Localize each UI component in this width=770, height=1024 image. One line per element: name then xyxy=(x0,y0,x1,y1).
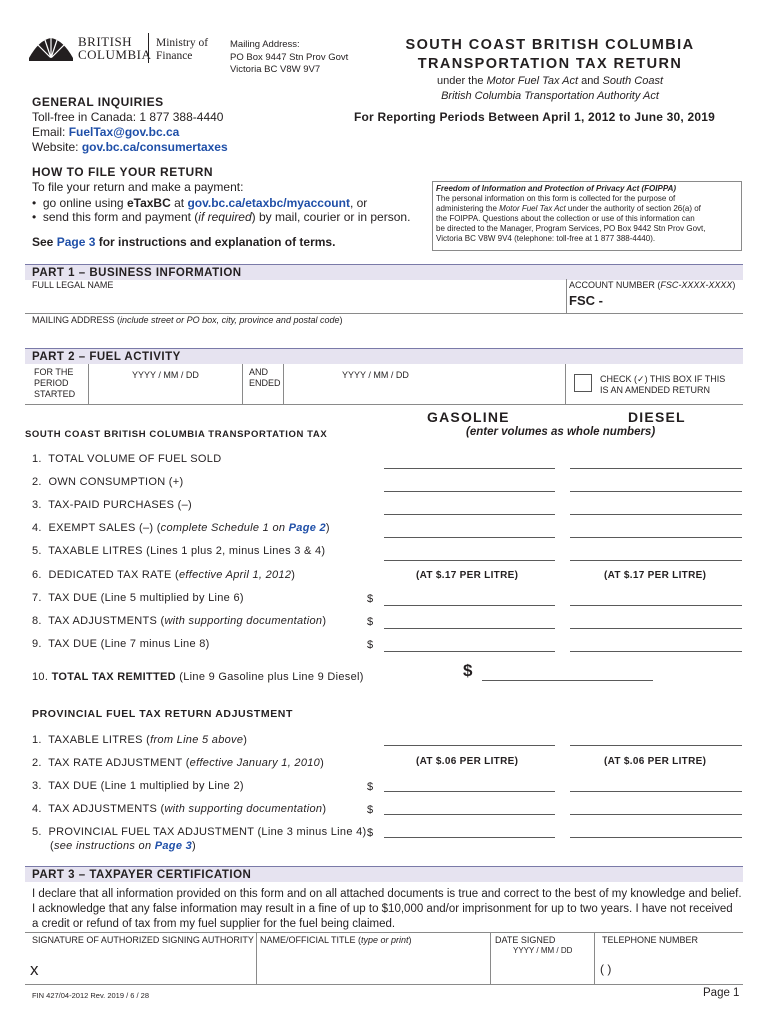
how-to-bullet-mail: • send this form and payment (if required) by mail, courier or in person. xyxy=(32,210,411,224)
part2-heading: PART 2 – FUEL ACTIVITY xyxy=(25,348,743,364)
org-name-line2: COLUMBIA xyxy=(78,47,152,62)
legal-name-field[interactable] xyxy=(25,279,565,313)
foippa-notice: Freedom of Information and Protection of Privacy Act (FOIPPA) The personal information on this form is collected for the purpose of administering the Motor Fuel Tax Act under the authority of section 26(a) of the FOIPPA. Questions about the collection or use of this information can be directed to the Manager, Program Services, PO Box 9442 Stn Prov Govt, Victoria BC V8W 9V4 (telephone: toll-free at 1 877 388-4440). xyxy=(432,181,742,251)
end-date-field[interactable]: YYYY / MM / DD xyxy=(342,370,409,380)
line6-rate-diesel: (AT $.17 PER LITRE) xyxy=(604,570,707,581)
prov4-dollar: $ xyxy=(367,804,374,816)
prov-line-2-label: 2. TAX RATE ADJUSTMENT (effective January 1, 2010) xyxy=(32,757,325,769)
total-remitted-field[interactable] xyxy=(482,680,653,681)
line2-gasoline-field[interactable] xyxy=(384,491,555,492)
prov-line-5-label: 5. PROVINCIAL FUEL TAX ADJUSTMENT (Line 3 minus Line 4) xyxy=(32,826,367,838)
date-signed-field[interactable] xyxy=(494,958,590,982)
account-prefix: FSC - xyxy=(569,293,603,308)
line2-diesel-field[interactable] xyxy=(570,491,742,492)
act-line2: British Columbia Transportation Authority Act xyxy=(441,90,659,102)
start-date-field[interactable]: YYYY / MM / DD xyxy=(132,370,199,380)
total-remitted-dollar: $ xyxy=(463,661,473,680)
prov3-gasoline-field[interactable] xyxy=(384,791,555,792)
mailing-line1: PO Box 9447 Stn Prov Govt xyxy=(230,51,349,63)
amended-label: CHECK (✓) THIS BOX IF THIS IS AN AMENDED RETURN xyxy=(600,374,726,395)
prov4-diesel-field[interactable] xyxy=(570,814,742,815)
line3-gasoline-field[interactable] xyxy=(384,514,555,515)
prov2-rate-diesel: (AT $.06 PER LITRE) xyxy=(604,756,707,767)
org-name-line1: BRITISH xyxy=(78,34,133,49)
line-1-label: 1. TOTAL VOLUME OF FUEL SOLD xyxy=(32,453,222,465)
line9-diesel-field[interactable] xyxy=(570,651,742,652)
provincial-adjustment-title: PROVINCIAL FUEL TAX RETURN ADJUSTMENT xyxy=(32,708,293,720)
date-signed-label: DATE SIGNED xyxy=(495,935,556,945)
line7-dollar: $ xyxy=(367,593,374,605)
line5-gasoline-field[interactable] xyxy=(384,560,555,561)
line-9-label: 9. TAX DUE (Line 7 minus Line 8) xyxy=(32,638,210,650)
website-link[interactable]: gov.bc.ca/consumertaxes xyxy=(81,140,228,154)
how-to-intro: To file your return and make a payment: xyxy=(32,180,244,194)
line3-diesel-field[interactable] xyxy=(570,514,742,515)
line9-gasoline-field[interactable] xyxy=(384,651,555,652)
signature-label: SIGNATURE OF AUTHORIZED SIGNING AUTHORITY xyxy=(32,935,254,945)
page2-link[interactable]: Page 2 xyxy=(288,522,326,534)
how-to-bullet-online: • go online using eTaxBC at gov.bc.ca/etaxbc/myaccount, or xyxy=(32,196,368,210)
part3-heading: PART 3 – TAXPAYER CERTIFICATION xyxy=(25,866,743,882)
prov5-dollar: $ xyxy=(367,827,374,839)
prov5-diesel-field[interactable] xyxy=(570,837,742,838)
line5-diesel-field[interactable] xyxy=(570,560,742,561)
line4-diesel-field[interactable] xyxy=(570,537,742,538)
signature-field[interactable] xyxy=(30,960,252,982)
prov1-diesel-field[interactable] xyxy=(570,745,742,746)
line-2-label: 2. OWN CONSUMPTION (+) xyxy=(32,476,184,488)
prov4-gasoline-field[interactable] xyxy=(384,814,555,815)
line-3-label: 3. TAX-PAID PURCHASES (–) xyxy=(32,499,193,511)
how-to-file-heading: HOW TO FILE YOUR RETURN xyxy=(32,165,214,179)
line-8-label: 8. TAX ADJUSTMENTS (with supporting documentation) xyxy=(32,615,327,627)
bc-logo xyxy=(27,32,75,62)
email-link[interactable]: FuelTax@gov.bc.ca xyxy=(68,125,180,139)
line4-gasoline-field[interactable] xyxy=(384,537,555,538)
reporting-period: For Reporting Periods Between April 1, 2012 to June 30, 2019 xyxy=(354,110,715,124)
general-inquiries-heading: GENERAL INQUIRIES xyxy=(32,95,164,109)
name-title-label: NAME/OFFICIAL TITLE (type or print) xyxy=(260,935,412,945)
line8-dollar: $ xyxy=(367,616,374,628)
legal-name-label: FULL LEGAL NAME xyxy=(32,280,114,290)
email-row: Email: FuelTax@gov.bc.ca xyxy=(32,125,180,139)
part1-heading: PART 1 – BUSINESS INFORMATION xyxy=(25,264,743,280)
page-number: Page 1 xyxy=(703,987,740,999)
ministry-line2: Finance xyxy=(156,50,193,62)
prov3-diesel-field[interactable] xyxy=(570,791,742,792)
col-gasoline: GASOLINE xyxy=(427,409,510,425)
mailing-label: Mailing Address: xyxy=(230,39,300,50)
telephone-area-code: ( ) xyxy=(600,962,612,976)
amended-checkbox[interactable] xyxy=(574,374,592,392)
account-number-label: ACCOUNT NUMBER (FSC-XXXX-XXXX) xyxy=(569,280,736,290)
line8-gasoline-field[interactable] xyxy=(384,628,555,629)
prov2-rate-gasoline: (AT $.06 PER LITRE) xyxy=(416,756,519,767)
line-10-label: 10. TOTAL TAX REMITTED (Line 9 Gasoline plus Line 9 Diesel) xyxy=(32,671,364,683)
line-4-label: 4. EXEMPT SALES (–) (complete Schedule 1 on Page 2) xyxy=(32,522,330,534)
telephone-label: TELEPHONE NUMBER xyxy=(602,935,699,945)
account-number-field[interactable] xyxy=(569,293,741,311)
line7-diesel-field[interactable] xyxy=(570,605,742,606)
line6-rate-gasoline: (AT $.17 PER LITRE) xyxy=(416,570,519,581)
line-6-label: 6. DEDICATED TAX RATE (effective April 1, 2012) xyxy=(32,569,296,581)
declaration: I declare that all information provided on this form and on all attached documents is true and correct to the best of my knowledge and belief. I acknowledge that any false information may result in a fine of up to $10,000 and/or imprisonment for up to two years. I have not received a credit or refund of tax from my fuel supplier for the fuel being claimed. xyxy=(32,888,742,930)
line1-gasoline-field[interactable] xyxy=(384,468,555,469)
section-title-transportation: SOUTH COAST BRITISH COLUMBIA TRANSPORTATION TAX xyxy=(25,429,328,440)
prov-line-5-note: (see instructions on Page 3) xyxy=(50,840,196,852)
form-title-line2: TRANSPORTATION TAX RETURN xyxy=(417,56,683,72)
line1-diesel-field[interactable] xyxy=(570,468,742,469)
ministry-line1: Ministry of xyxy=(156,37,209,49)
prov-line-4-label: 4. TAX ADJUSTMENTS (with supporting documentation) xyxy=(32,803,327,815)
telephone-field[interactable] xyxy=(600,962,740,982)
etaxbc-link[interactable]: gov.bc.ca/etaxbc/myaccount xyxy=(187,196,350,210)
prov-line-1-label: 1. TAXABLE LITRES (from Line 5 above) xyxy=(32,734,248,746)
line8-diesel-field[interactable] xyxy=(570,628,742,629)
col-diesel: DIESEL xyxy=(628,409,686,425)
mailing-line2: Victoria BC V8W 9V7 xyxy=(230,64,321,75)
line-5-label: 5. TAXABLE LITRES (Lines 1 plus 2, minus Lines 3 & 4) xyxy=(32,545,326,557)
name-title-field[interactable] xyxy=(260,948,486,982)
act-line1: under the Motor Fuel Tax Act and South Coast xyxy=(436,75,664,87)
form-id: FIN 427/04-2012 Rev. 2019 / 6 / 28 xyxy=(32,991,150,1000)
sun-logo-icon xyxy=(27,32,75,62)
checkmark-icon: ✓ xyxy=(637,374,645,384)
period-ended-label: AND ENDED xyxy=(249,367,281,388)
line9-dollar: $ xyxy=(367,639,374,651)
period-started-label: FOR THE PERIOD STARTED xyxy=(34,367,76,399)
prov3-dollar: $ xyxy=(367,781,374,793)
date-signed-format: YYYY / MM / DD xyxy=(513,946,573,955)
page3-link[interactable]: Page 3 xyxy=(56,235,96,249)
mailing-address-label: MAILING ADDRESS (include street or PO box, city, province and postal code) xyxy=(32,315,343,325)
line-7-label: 7. TAX DUE (Line 5 multiplied by Line 6) xyxy=(32,592,244,604)
prov5-gasoline-field[interactable] xyxy=(384,837,555,838)
see-page3-note: See Page 3 for instructions and explanation of terms. xyxy=(32,235,336,249)
signature-x-mark: x xyxy=(30,960,39,979)
mailing-address-field[interactable] xyxy=(25,326,743,344)
prov1-gasoline-field[interactable] xyxy=(384,745,555,746)
form-title-line1: SOUTH COAST BRITISH COLUMBIA xyxy=(405,37,695,53)
line7-gasoline-field[interactable] xyxy=(384,605,555,606)
page3-link-2[interactable]: Page 3 xyxy=(154,840,193,852)
col-note: (enter volumes as whole numbers) xyxy=(466,426,656,438)
tollfree-phone: Toll-free in Canada: 1 877 388-4440 xyxy=(32,110,224,124)
prov-line-3-label: 3. TAX DUE (Line 1 multiplied by Line 2) xyxy=(32,780,244,792)
website-row: Website: gov.bc.ca/consumertaxes xyxy=(32,140,228,154)
